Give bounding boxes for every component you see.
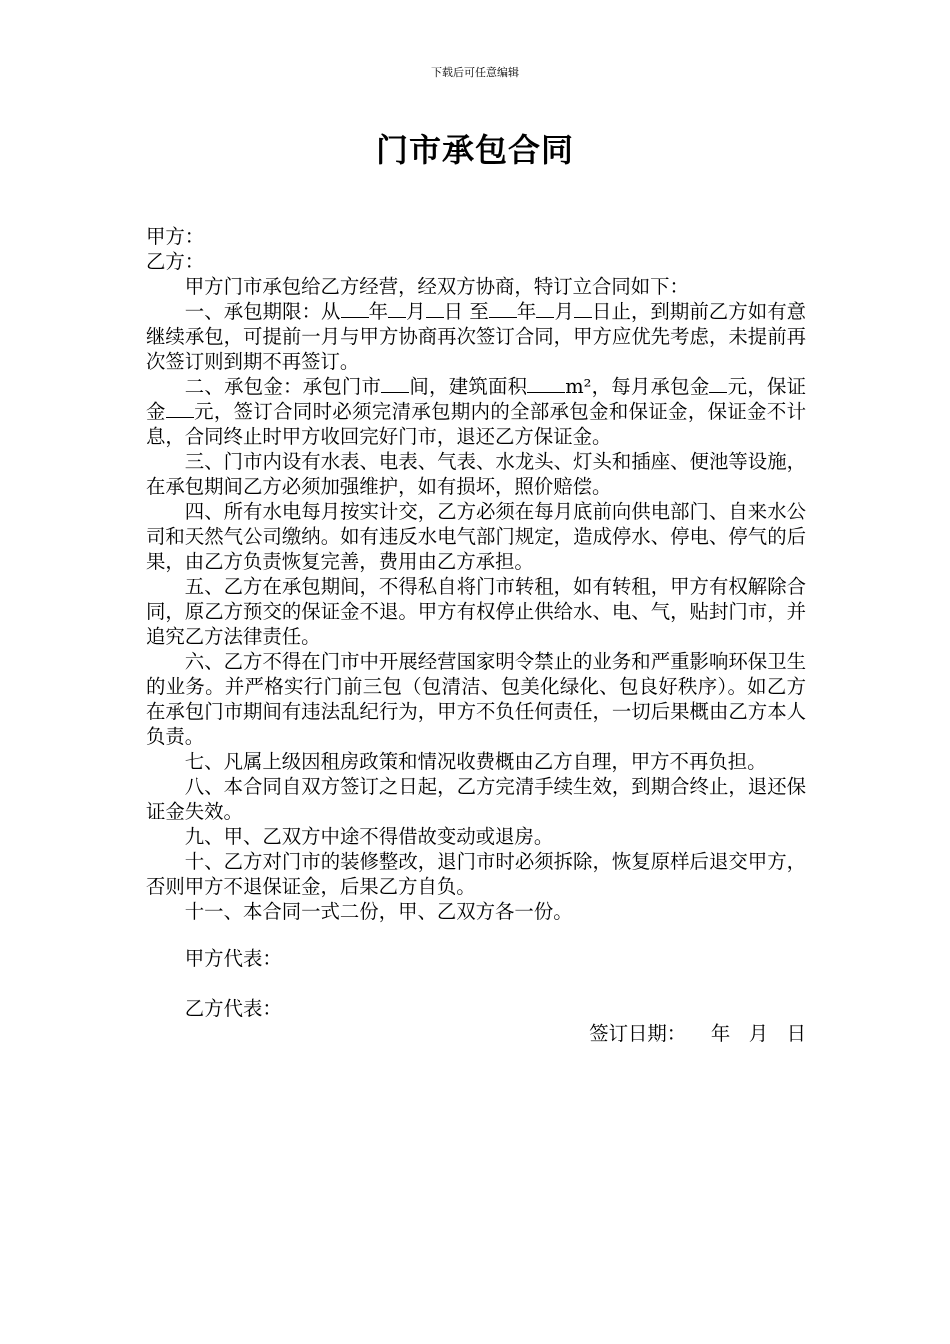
page-title: 门市承包合同 bbox=[375, 131, 574, 169]
party-b-representative: 乙方代表： bbox=[184, 997, 282, 1020]
clause-11: 十一、本合同一式二份，甲、乙双方各一份。 bbox=[184, 900, 573, 923]
party-a-representative: 甲方代表： bbox=[184, 947, 282, 970]
blank-end-year bbox=[489, 299, 517, 318]
clause-10: 十、乙方对门市的装修整改，退门市时必须拆除，恢复原样后退交甲方，否则甲方不退保证金，后果乙方自负。 bbox=[146, 850, 806, 898]
clause-4: 四、所有水电每月按实计交，乙方必须在每月底前向供电部门、自来水公司和天然气公司缴纳。如有违反水电气部门规定，造成停水、停电、停气的后果，由乙方负责恢复完善，费用由乙方承担。 bbox=[146, 500, 806, 573]
blank-area bbox=[527, 374, 565, 393]
clause-2-text-a: 二、承包金：承包门市 bbox=[184, 375, 382, 398]
clause-1-text-d: 日 至 bbox=[443, 300, 489, 323]
clause-2-text-c: m²，每月承包金 bbox=[565, 375, 710, 398]
clause-7: 七、凡属上级因租房政策和情况收费概由乙方自理，甲方不再负担。 bbox=[184, 750, 767, 773]
clause-1-text-b: 年 bbox=[368, 300, 389, 323]
clause-6: 六、乙方不得在门市中开展经营国家明令禁止的业务和严重影响环保卫生的业务。并严格实行门前三包（包清洁、包美化绿化、包良好秩序）。如乙方在承包门市期间有违法乱纪行为，甲方不负任何责任，一切后果概由乙方本人负责。 bbox=[146, 650, 806, 748]
clause-1-text-e: 年 bbox=[516, 300, 537, 323]
clause-1-text-f: 月 bbox=[554, 300, 574, 323]
party-a-label: 甲方： bbox=[146, 225, 205, 248]
blank-end-month bbox=[536, 299, 554, 318]
clause-9: 九、甲、乙双方中途不得借故变动或退房。 bbox=[184, 825, 554, 848]
clause-1-text-g: 日止，到期前乙方如有意继续承包，可提前一月与甲方协商再次签订合同，甲方应优先考虑，未提前再次签订则到期不再签订。 bbox=[146, 300, 807, 373]
clause-1-text-c: 月 bbox=[406, 300, 426, 323]
clause-2 bbox=[146, 374, 806, 449]
clause-2-text-b: 间，建筑面积 bbox=[409, 375, 528, 398]
party-b-label: 乙方： bbox=[146, 250, 205, 273]
intro-paragraph: 甲方门市承包给乙方经营，经双方协商，特订立合同如下： bbox=[184, 275, 689, 298]
blank-room-count bbox=[381, 374, 409, 393]
clause-1-text-a: 一、承包期限：从 bbox=[184, 300, 341, 323]
signing-date: 签订日期： 年 月 日 bbox=[589, 1022, 806, 1045]
clause-2-text-e: 元，签订合同时必须完清承包期内的全部承包金和保证金，保证金不计息，合同终止时甲方收回完好门市，退还乙方保证金。 bbox=[146, 400, 806, 448]
header-note: 下载后可任意编辑 bbox=[431, 66, 519, 79]
spacer bbox=[146, 924, 806, 946]
blank-deposit bbox=[166, 399, 194, 418]
blank-start-month bbox=[388, 299, 406, 318]
contract-body bbox=[146, 224, 806, 1046]
clause-5: 五、乙方在承包期间，不得私自将门市转租，如有转租，甲方有权解除合同，原乙方预交的保证金不退。甲方有权停止供给水、电、气，贴封门市，并追究乙方法律责任。 bbox=[146, 575, 806, 648]
clause-2-text-d: 元，保证金 bbox=[146, 375, 807, 423]
clause-1 bbox=[146, 299, 806, 374]
spacer bbox=[146, 971, 806, 996]
blank-start-day bbox=[426, 299, 444, 318]
clause-8: 八、本合同自双方签订之日起，乙方完清手续生效，到期合终止，退还保证金失效。 bbox=[146, 775, 806, 823]
clause-3: 三、门市内设有水表、电表、气表、水龙头、灯头和插座、便池等设施，在承包期间乙方必须加强维护，如有损坏，照价赔偿。 bbox=[146, 450, 806, 498]
blank-end-day bbox=[574, 299, 592, 318]
blank-start-year bbox=[341, 299, 369, 318]
blank-monthly-fee bbox=[709, 374, 727, 393]
